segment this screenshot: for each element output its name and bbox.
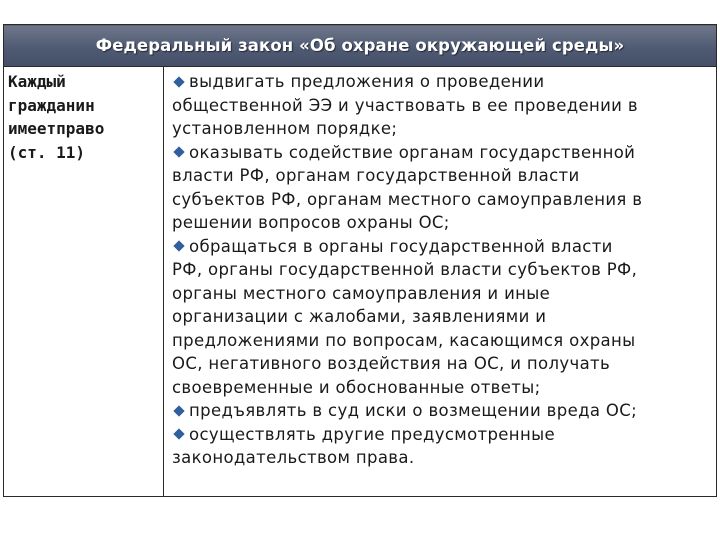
list-item — [172, 235, 708, 400]
list-item-line: предложениями по вопросам, касающимся охраны — [172, 330, 636, 350]
list-item — [172, 141, 708, 235]
list-item-line: установленном порядке; — [172, 119, 398, 138]
list-item-line — [172, 399, 708, 423]
content-row — [4, 67, 717, 497]
list-item-text: оказывать содействие органам государственной — [189, 142, 636, 162]
subject-line: Каждый — [8, 72, 66, 91]
diamond-bullet-icon — [173, 76, 184, 87]
diamond-bullet-icon — [173, 405, 184, 416]
list-item-line — [172, 423, 708, 447]
list-item — [172, 423, 708, 470]
subject-line: имеетправо — [8, 119, 105, 138]
list-item-line: органы местного самоуправления и иные — [172, 283, 551, 303]
list-item-line: власти РФ, органам государственной власти — [172, 166, 580, 185]
list-item-line: общественной ЭЭ и участвовать в ее проведении в — [172, 95, 638, 115]
list-item-text: предъявлять в суд иски о возмещении вреда ОС; — [189, 401, 638, 420]
list-item-line: РФ, органы государственной власти субъектов РФ, — [172, 260, 638, 279]
diamond-bullet-icon — [173, 428, 184, 439]
subject-cell — [4, 67, 164, 497]
list-item-line — [172, 141, 708, 165]
subject-line: (ст. 11) — [8, 142, 86, 162]
list-item-line — [172, 235, 708, 259]
list-item — [172, 70, 708, 141]
list-item-line: ОС, негативного воздействия на ОС, и получать — [172, 354, 611, 373]
list-item-text: выдвигать предложения о проведении — [189, 72, 545, 91]
list-item — [172, 399, 708, 423]
subject-line: гражданин — [8, 95, 95, 115]
list-item-line: законодательством права. — [172, 448, 415, 467]
list-item-line: решении вопросов охраны ОС; — [172, 213, 450, 232]
list-item-text: обращаться в органы государственной власти — [189, 236, 613, 256]
header-row — [4, 25, 717, 67]
list-item-line: субъектов РФ, органам местного самоуправления в — [172, 189, 643, 209]
diamond-bullet-icon — [173, 240, 184, 251]
list-item-text: осуществлять другие предусмотренные — [189, 424, 555, 444]
rights-cell — [164, 67, 717, 497]
list-item-line: своевременные и обоснованные ответы; — [172, 377, 541, 397]
list-item-line: организации с жалобами, заявлениями и — [172, 307, 547, 326]
law-table — [3, 24, 717, 497]
list-item-line — [172, 70, 708, 94]
table-title: Федеральный закон «Об охране окружающей среды» — [4, 25, 717, 67]
diamond-bullet-icon — [173, 146, 184, 157]
